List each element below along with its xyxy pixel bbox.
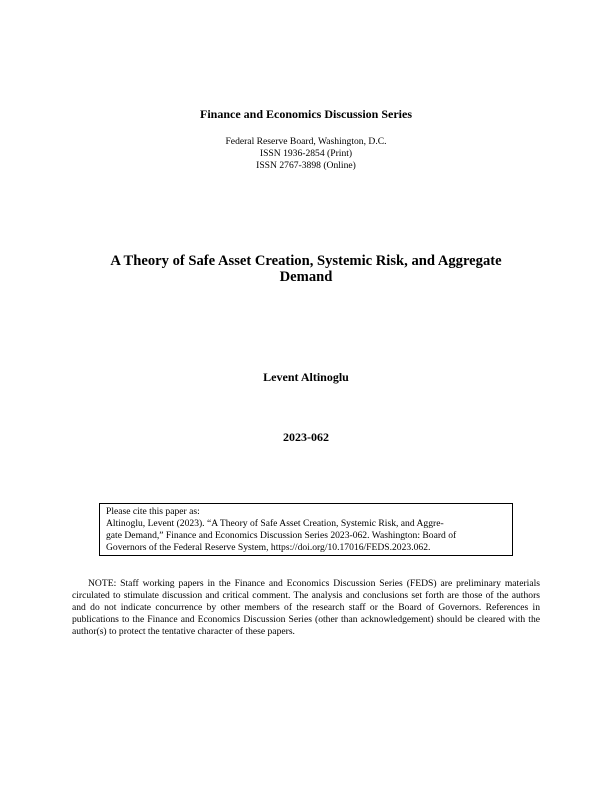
paper-title	[0, 254, 612, 285]
author-name: Levent Altinoglu	[263, 370, 349, 384]
citation-intro: Please cite this paper as:	[106, 506, 200, 517]
citation-box	[99, 503, 513, 556]
citation-line: Governors of the Federal Reserve System, https://doi.org/10.17016/FEDS.2023.062.	[106, 542, 431, 553]
issn-print: ISSN 1936-2854 (Print)	[259, 148, 353, 159]
paper-number: 2023-062	[283, 430, 329, 444]
citation-line: Altinoglu, Levent (2023). “A Theory of Safe Asset Creation, Systemic Risk, and Aggre-	[106, 518, 444, 529]
publisher-info	[0, 136, 612, 172]
disclaimer-note	[72, 578, 540, 638]
series-title: Finance and Economics Discussion Series	[199, 107, 412, 121]
paper-title-line: A Theory of Safe Asset Creation, Systemic Risk, and Aggregate	[110, 253, 502, 269]
disclaimer-text: NOTE: Staff working papers in the Finance and Economics Discussion Series (FEDS) are preliminary materials circulated to stimulate discussion and critical comment. The analysis and conclusions set forth are those of the authors and do not indicate concurrence by other members of the research staff or the Board of Governors. References in publications to the Finance and Economics Discussion Series (other than acknowledgement) should be cleared with the author(s) to protect the tentative character of these papers.	[72, 578, 540, 637]
publisher-line: Federal Reserve Board, Washington, D.C.	[225, 136, 387, 147]
citation-line: gate Demand,” Finance and Economics Discussion Series 2023-062. Washington: Board of	[106, 530, 457, 541]
issn-online: ISSN 2767-3898 (Online)	[256, 160, 356, 171]
paper-title-line: Demand	[279, 268, 333, 285]
